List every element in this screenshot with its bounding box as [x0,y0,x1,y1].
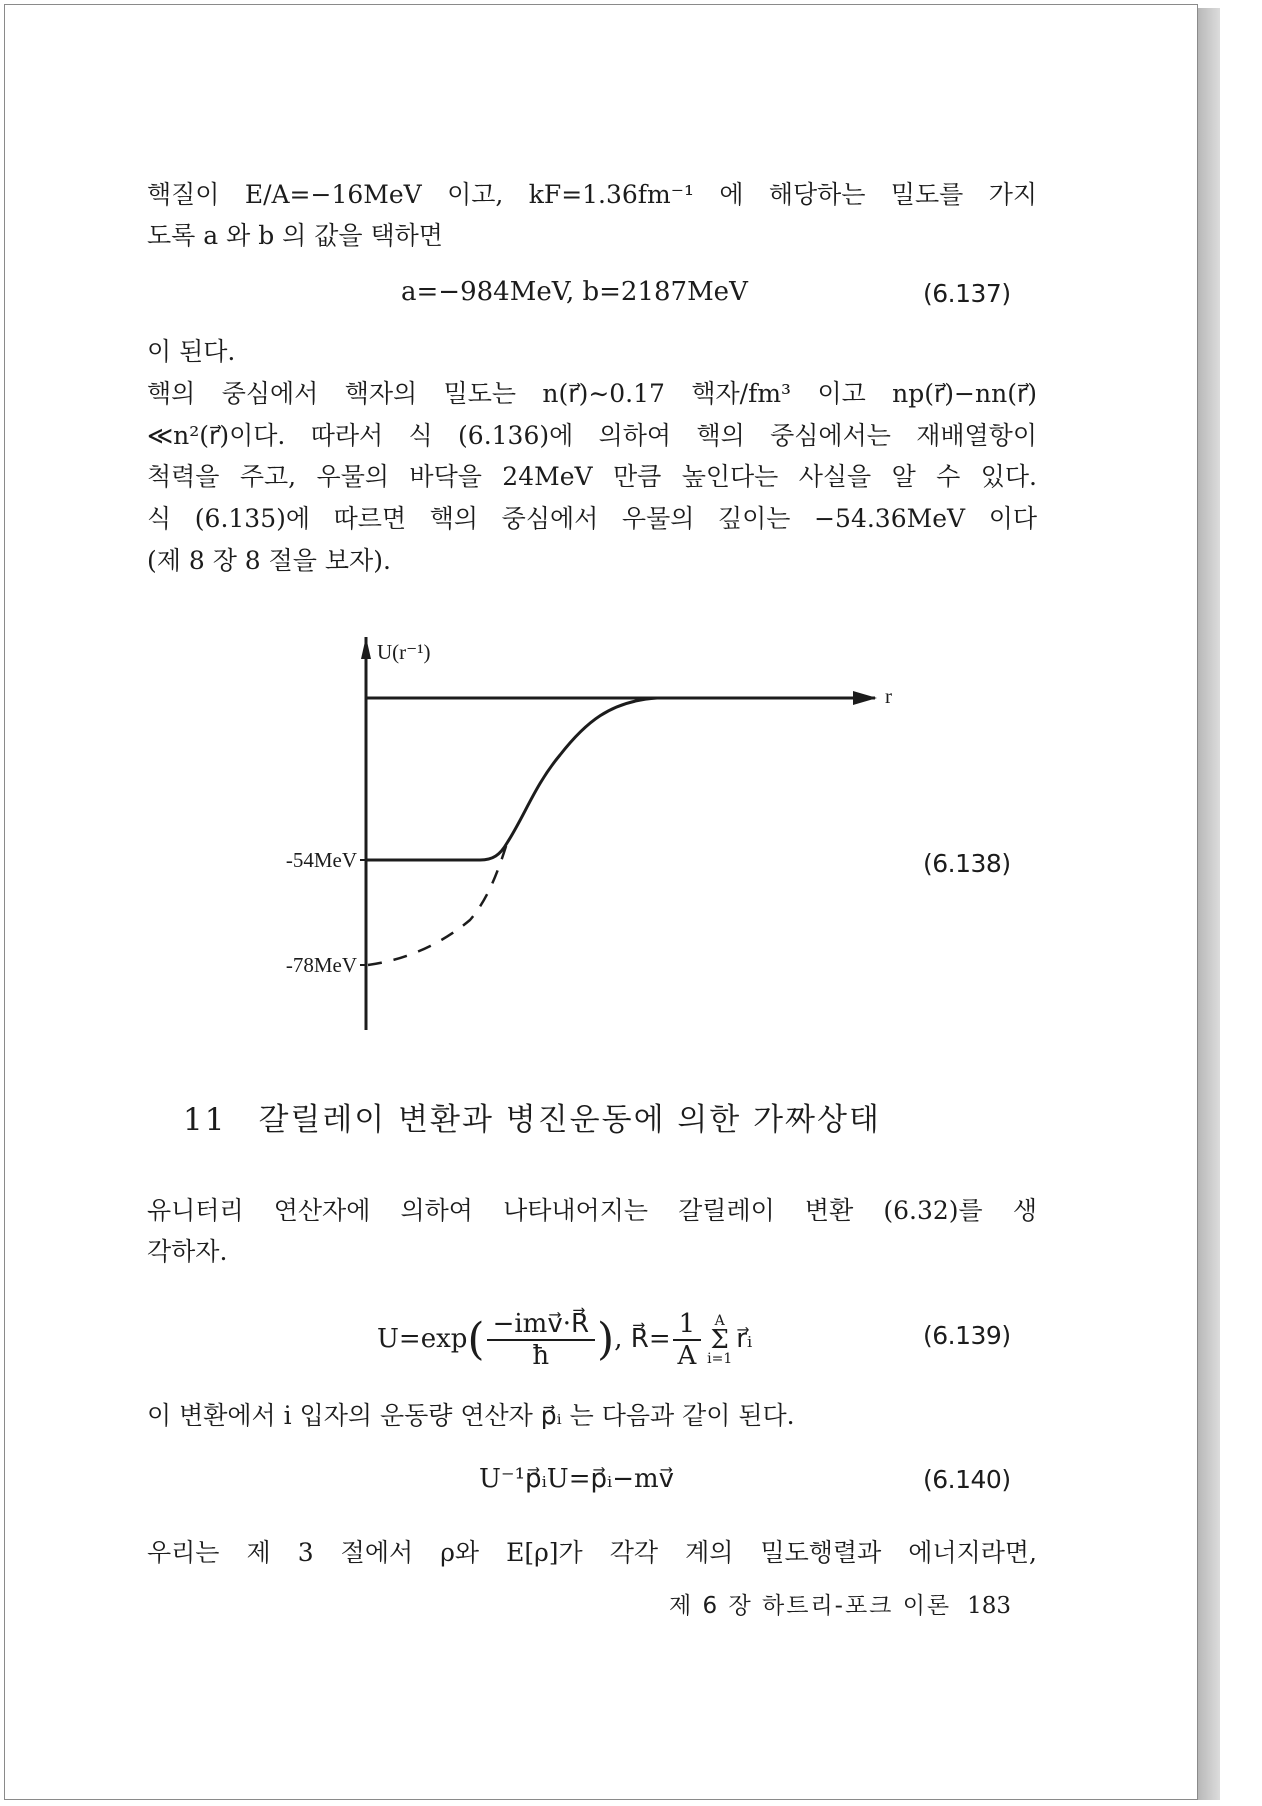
equation-number-6-140: (6.140) [923,1465,1011,1494]
section-heading [183,1099,881,1141]
equation-number-6-138: (6.138) [923,849,1011,878]
eq139-numerator: −imv⃗·R⃗ [487,1309,595,1341]
equation-number-6-137: (6.137) [923,279,1011,308]
equation-6-140: U⁻¹p⃗ᵢU=p⃗ᵢ−mv⃗ [479,1464,675,1494]
tick-label-54mev: -54MeV [285,848,357,872]
eq139-middle: , R⃗= [614,1324,671,1354]
book-page [4,4,1198,1800]
eq139-lhs: U=exp [377,1324,468,1354]
equation-6-139 [377,1309,752,1371]
y-axis-arrowhead [361,637,371,659]
para3-line1: 유니터리 연산자에 의하여 나타내어지는 갈릴레이 변환 (6.32)를 생 [147,1196,1037,1225]
eq139-rhs: r⃗ᵢ [736,1324,753,1354]
eq139-sum-top: A [714,1313,725,1329]
eq139-sum-bottom: i=1 [707,1351,733,1367]
eq139-frac-den: A [677,1341,697,1371]
para1-line2: 도록 a 와 b 의 값을 택하면 [147,221,443,250]
page-number: 183 [967,1593,1012,1619]
para4-line1: 우리는 제 3 절에서 ρ와 E[ρ]가 각각 계의 밀도행렬과 에너지라면, [147,1538,1037,1567]
eq139-one-over-a [673,1309,702,1371]
running-footer [669,1591,1011,1621]
eq139-exponent-fraction [487,1309,595,1371]
x-axis-arrowhead [853,691,877,705]
para2-line2: ≪n²(r⃗)이다. 따라서 식 (6.136)에 의하여 핵의 중심에서는 재배열항이 [147,421,1037,450]
eq139-frac-num: 1 [673,1309,702,1341]
para1-line1: 핵질이 E/A=−16MeV 이고, kF=1.36fm⁻¹ 에 해당하는 밀도를 가지 [147,180,1037,209]
potential-well-figure [265,635,925,1035]
y-axis-label: U(r⁻¹) [377,640,431,664]
eq139-right-paren: ) [597,1314,615,1365]
eq139-denominator: ħ [532,1341,550,1371]
equation-number-6-139: (6.139) [923,1321,1011,1350]
after-eq137-text: 이 된다. [147,337,236,366]
equation-6-137: a=−984MeV, b=2187MeV [401,277,748,307]
eq139-left-paren: ( [467,1314,485,1365]
para2-line1: 핵의 중심에서 핵자의 밀도는 n(r⃗)∼0.17 핵자/fm³ 이고 np(r⃗)−nn(r⃗) [147,379,1037,408]
eq139-summation [707,1314,732,1366]
section-title: 갈릴레이 변환과 병진운동에 의한 가짜상태 [258,1102,881,1138]
para2-line3: 척력을 주고, 우물의 바닥을 24MeV 만큼 높인다는 사실을 알 수 있다. [147,462,1037,491]
after-eq139-text: 이 변환에서 i 입자의 운동량 연산자 p⃗ᵢ 는 다음과 같이 된다. [147,1401,795,1430]
solid-potential-curve [366,698,675,860]
tick-label-78mev: -78MeV [285,953,357,977]
footer-chapter: 제 6 장 하트리-포크 이론 [669,1593,952,1619]
para2-line4: 식 (6.135)에 따르면 핵의 중심에서 우물의 깊이는 −54.36MeV 이다 [147,504,1037,533]
para3-line2: 각하자. [147,1237,228,1266]
section-number: 11 [183,1102,227,1138]
eq139-sum-symbol: Σ [710,1325,729,1355]
para2-line5: (제 8 장 8 절을 보자). [147,546,391,575]
x-axis-label: r [885,684,892,708]
